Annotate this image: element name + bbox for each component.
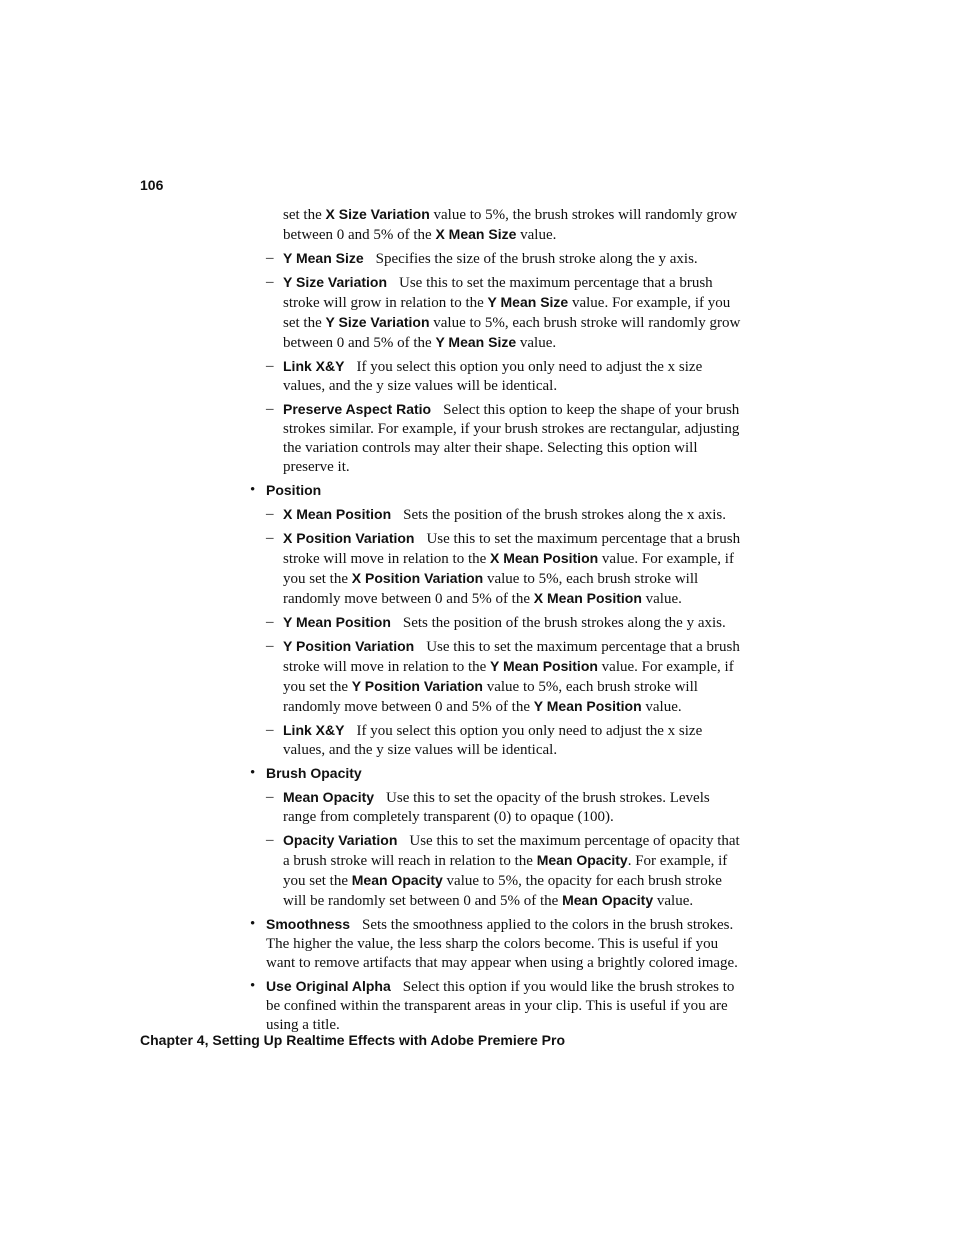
list-item-y-mean-position: – Y Mean Position Sets the position of the brush strokes along the y axis. [266,614,726,631]
list-item-opacity-variation: – Opacity Variation Use this to set the maximum percentage of opacity that a brush stroke will reach in relation to the Mean Opacity. For example, if you set the Mean Opacity value to 5%, the opacity for each brush stroke will be randomly set between 0 and 5% of the Mean Opacity value. [266,832,740,909]
list-item-x-position-variation: – X Position Variation Use this to set the maximum percentage that a brush stroke will move in relation to the X Mean Position value. For example, if you set the X Position Variation value to 5%, each brush stroke will randomly move between 0 and 5% of the X Mean Position value. [266,530,741,607]
list-item-link-xy-position: – Link X&Y If you select this option you only need to adjust the x size values, and the y size values will be identical. [266,722,703,758]
list-item-mean-opacity: – Mean Opacity Use this to set the opacity of the brush strokes. Levels range from completely transparent (0) to opaque (100). [266,789,710,825]
body-text [248,205,744,1039]
list-item-y-size-variation: – Y Size Variation Use this to set the maximum percentage that a brush stroke will grow in relation to the Y Mean Size value. For example, if you set the Y Size Variation value to 5%, each brush stroke will randomly grow between 0 and 5% of the Y Mean Size value. [266,274,741,351]
page-number: 106 [140,177,164,193]
list-item-link-xy-size: – Link X&Y If you select this option you only need to adjust the x size values, and the y size values will be identical. [266,358,703,394]
running-footer: Chapter 4, Setting Up Realtime Effects with Adobe Premiere Pro [140,1032,566,1048]
list-item-y-mean-size: – Y Mean Size Specifies the size of the brush stroke along the y axis. [266,250,698,267]
list-item-x-mean-position: – X Mean Position Sets the position of the brush strokes along the x axis. [266,506,727,523]
bullet-smoothness: • Smoothness Sets the smoothness applied to the colors in the brush strokes. The higher the value, the less sharp the colors become. This is useful if you want to remove artifacts that may appear when using a brightly colored image. [250,916,738,971]
bullet-brush-opacity: • Brush Opacity [250,765,362,781]
list-item-preserve-aspect-ratio: – Preserve Aspect Ratio Select this option to keep the shape of your brush strokes similar. For example, if your brush strokes are rectangular, adjusting the variation controls may alter their shape. Selecting this option will preserve it. [266,401,740,475]
bullet-use-original-alpha: • Use Original Alpha Select this option if you would like the brush strokes to be confined within the transparent areas in your clip. This is useful if you are using a title. [250,978,735,1033]
list-item-y-position-variation: – Y Position Variation Use this to set the maximum percentage that a brush stroke will move in relation to the Y Mean Position value. For example, if you set the Y Position Variation value to 5%, each brush stroke will randomly move between 0 and 5% of the Y Mean Position value. [266,638,740,715]
continued-paragraph: set the X Size Variation value to 5%, the brush strokes will randomly grow between 0 and 5% of the X Mean Size value. [283,206,738,243]
bullet-position: • Position [250,482,322,498]
